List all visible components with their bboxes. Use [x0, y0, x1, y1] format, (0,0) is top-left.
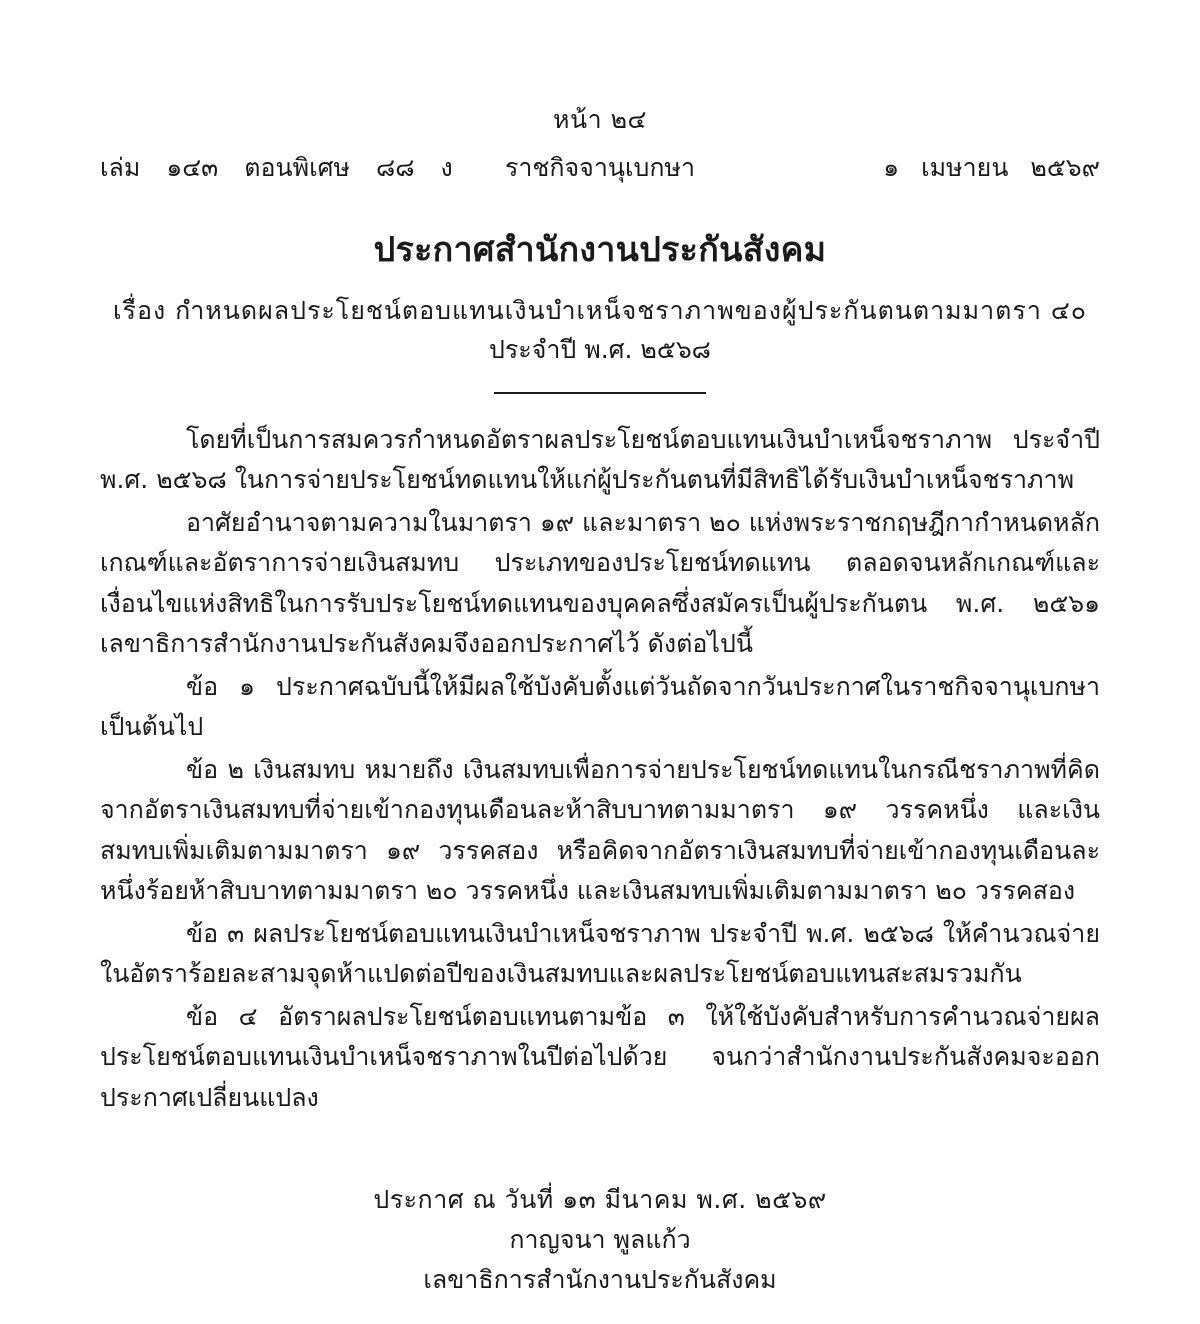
signature-date: ประกาศ ณ วันที่ ๑๓ มีนาคม พ.ศ. ๒๕๖๙ [373, 1185, 827, 1214]
gazette-header [100, 148, 1100, 188]
paragraph-preamble-2: อาศัยอำนาจตามความในมาตรา ๑๙ และมาตรา ๒๐ แห่งพระราชกฤษฎีกากำหนดหลักเกณฑ์และอัตราการจ่ายเงินสมทบ ประเภทของประโยชน์ทดแทน ตลอดจนหลักเกณฑ์และเงื่อนไขแห่งสิทธิในการรับประโยชน์ทดแทนของบุคคลซึ่งสมัครเป็นผู้ประกันตน พ.ศ. ๒๕๖๑ เลขาธิการสำนักงานประกันสังคมจึงออกประกาศไว้ ดังต่อไปนี้ [100, 507, 1100, 658]
volume-number: ๑๔๓ [166, 153, 219, 182]
section-suffix: ง [440, 153, 453, 182]
date-year: ๒๕๖๙ [1030, 153, 1100, 182]
document-body [100, 420, 1100, 1119]
page-number: หน้า ๒๔ [553, 105, 647, 134]
clause-3: ข้อ ๓ ผลประโยชน์ตอบแทนเงินบำเหน็จชราภาพ ประจำปี พ.ศ. ๒๕๖๘ ให้คำนวณจ่ายในอัตราร้อยละสามจุดห้าแปดต่อปีของเงินสมทบและผลประโยชน์ตอบแทนสะสมรวมกัน [100, 918, 1100, 988]
document-title: ประกาศสำนักงานประกันสังคม [373, 230, 827, 270]
header-right-group [883, 148, 1100, 188]
volume-label: เล่ม [100, 153, 141, 182]
signature-position: เลขาธิการสำนักงานประกันสังคม [423, 1265, 777, 1294]
section-number: ๘๘ [375, 153, 415, 182]
document-subject [100, 292, 1100, 370]
date-day: ๑ [883, 153, 900, 182]
header-left-group [100, 148, 453, 188]
paragraph-preamble-1: โดยที่เป็นการสมควรกำหนดอัตราผลประโยชน์ตอบแทนเงินบำเหน็จชราภาพ ประจำปี พ.ศ. ๒๕๖๘ ในการจ่ายประโยชน์ทดแทนให้แก่ผู้ประกันตนที่มีสิทธิได้รับเงินบำเหน็จชราภาพ [100, 424, 1100, 494]
signature-block [100, 1180, 1100, 1300]
title-divider [494, 392, 706, 394]
clause-4: ข้อ ๔ อัตราผลประโยชน์ตอบแทนตามข้อ ๓ ให้ใช้บังคับสำหรับการคำนวณจ่ายผลประโยชน์ตอบแทนเงินบำเหน็จชราภาพในปีต่อไปด้วย จนกว่าสำนักงานประกันสังคมจะออกประกาศเปลี่ยนแปลง [100, 1001, 1100, 1112]
subject-line-1: เรื่อง กำหนดผลประโยชน์ตอบแทนเงินบำเหน็จชราภาพของผู้ประกันตนตามมาตรา ๔๐ [112, 296, 1088, 325]
section-label: ตอนพิเศษ [244, 153, 350, 182]
gazette-name: ราชกิจจานุเบกษา [504, 153, 696, 182]
subject-line-2: ประจำปี พ.ศ. ๒๕๖๘ [489, 334, 711, 364]
clause-1: ข้อ ๑ ประกาศฉบับนี้ให้มีผลใช้บังคับตั้งแต่วันถัดจากวันประกาศในราชกิจจานุเบกษาเป็นต้นไป [100, 671, 1100, 741]
date-month: เมษายน [921, 153, 1009, 182]
clause-2: ข้อ ๒ เงินสมทบ หมายถึง เงินสมทบเพื่อการจ่ายประโยชน์ทดแทนในกรณีชราภาพที่คิดจากอัตราเงินสมทบที่จ่ายเข้ากองทุนเดือนละห้าสิบบาทตามมาตรา ๑๙ วรรคหนึ่ง และเงินสมทบเพิ่มเติมตามมาตรา ๑๙ วรรคสอง หรือคิดจากอัตราเงินสมทบที่จ่ายเข้ากองทุนเดือนละหนึ่งร้อยห้าสิบบาทตามมาตรา ๒๐ วรรคหนึ่ง และเงินสมทบเพิ่มเติมตามมาตรา ๒๐ วรรคสอง [100, 754, 1100, 905]
signature-name: กาญจนา พูลแก้ว [509, 1225, 691, 1254]
